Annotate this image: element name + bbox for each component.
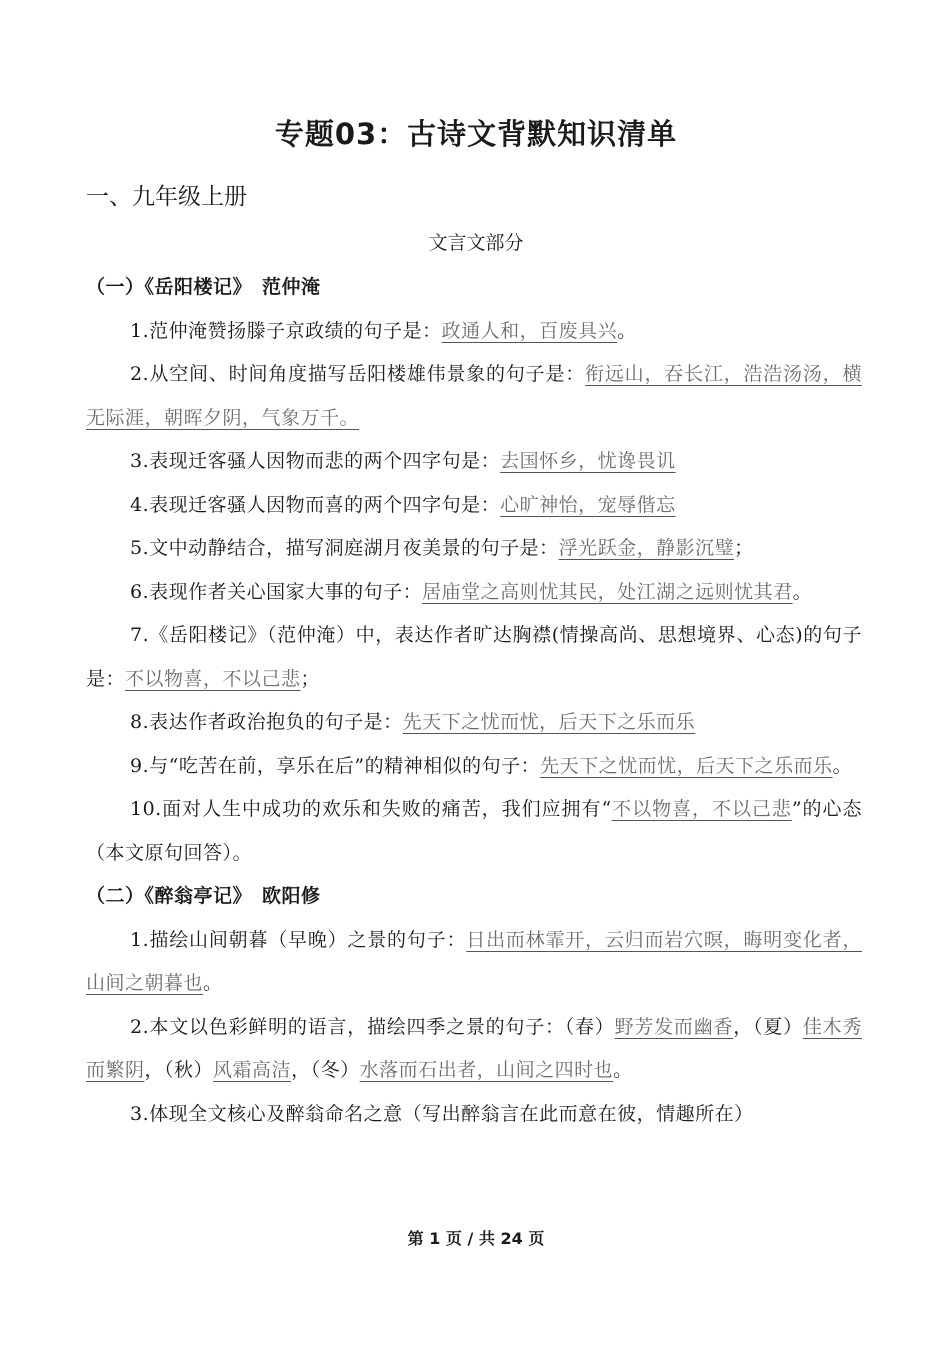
question-prompt: 从空间、时间角度描写岳阳楼雄伟景象的句子是：: [149, 363, 586, 385]
answer-text: 心旷神怡，宠辱偕忘: [500, 493, 676, 516]
answer-text: 衔远山，吞长江，浩浩汤汤，横无际涯，朝晖夕阴，气象万千。: [86, 363, 862, 429]
answer-text: 日出而林霏开，云归而岩穴暝，晦明变化者，山间之朝暮也: [86, 928, 862, 994]
separator: ，: [144, 1059, 165, 1081]
question-number: 6.: [130, 580, 150, 603]
question-item: [86, 440, 862, 484]
question-number: 3.: [130, 450, 150, 472]
answer-text-summer: 佳木秀而繁阴: [86, 1015, 862, 1081]
season-label-summer: （夏）: [753, 1015, 803, 1038]
question-tail: 。: [832, 754, 853, 777]
question-tail: 。: [792, 580, 813, 603]
answer-text: 浮光跃金，静影沉璧: [558, 537, 735, 559]
question-tail: ”的心态（本文原句回答）。: [86, 798, 862, 864]
answer-text: 先天下之忧而忧，后天下之乐而乐: [540, 754, 833, 777]
question-item: [86, 353, 862, 440]
document-body: [86, 266, 862, 1136]
question-prompt: 表现作者关心国家大事的句子：: [149, 580, 423, 603]
question-tail: 。: [203, 972, 223, 994]
answer-text: 政通人和，百废具兴: [441, 319, 618, 342]
question-number: 4.: [130, 493, 150, 516]
answer-text: 不以物喜，不以己悲: [125, 667, 301, 690]
answer-text: 去国怀乡，忧谗畏讥: [500, 450, 676, 472]
question-tail: 。: [617, 319, 637, 342]
question-number: 5.: [130, 537, 150, 559]
part-heading: 文言文部分: [428, 232, 524, 254]
question-item: [86, 745, 862, 789]
question-item: [86, 788, 862, 875]
question-item: [86, 484, 862, 528]
question-number: 10.: [130, 798, 162, 820]
question-item: [86, 1093, 862, 1137]
answer-text-winter: 水落而石出者，山间之四时也: [359, 1059, 614, 1081]
question-number: 2.: [130, 1015, 150, 1038]
question-item: [86, 310, 862, 354]
question-number: 1.: [130, 928, 150, 951]
section-heading: 一、九年级上册: [86, 184, 247, 210]
question-prompt: 《岳阳楼记》（范仲淹）中，表达作者旷达胸襟(情操高尚、思想境界、心态)的句子是：: [86, 624, 862, 690]
question-prompt: 面对人生中成功的欢乐和失败的痛苦，我们应拥有“: [161, 798, 612, 820]
question-item: [86, 614, 862, 701]
separator: 。: [613, 1059, 633, 1081]
question-tail: ；: [300, 667, 321, 690]
season-label-winter: （冬）: [310, 1059, 360, 1081]
question-prompt: 表现迁客骚人因物而喜的两个四字句是：: [149, 493, 501, 516]
season-label-autumn: （秋）: [164, 1059, 214, 1081]
season-label-spring: （春）: [564, 1015, 615, 1038]
separator: ，: [733, 1015, 754, 1038]
question-number: 2.: [130, 363, 150, 385]
separator: ，: [291, 1059, 311, 1081]
question-item: [86, 701, 862, 745]
question-number: 9.: [130, 754, 150, 777]
question-prompt: 范仲淹赞扬滕子京政绩的句子是：: [149, 319, 442, 342]
question-prompt: 表现迁客骚人因物而悲的两个四字句是：: [149, 450, 501, 472]
question-prompt: 本文以色彩鲜明的语言，描绘四季之景的句子：: [149, 1015, 565, 1038]
question-number: 3.: [130, 1102, 150, 1125]
question-item: [86, 571, 862, 615]
question-tail: ；: [734, 537, 754, 559]
document-title: 专题03：古诗文背默知识清单: [274, 117, 678, 151]
group-heading-yueyanglouji: （一）《岳阳楼记》 范仲淹: [86, 276, 321, 298]
answer-text-spring: 野芳发而幽香: [614, 1015, 734, 1038]
answer-text: 居庙堂之高则忧其民，处江湖之远则忧其君: [422, 580, 793, 603]
answer-text: 先天下之忧而忧，后天下之乐而乐: [402, 711, 696, 733]
answer-text: 不以物喜，不以己悲: [611, 798, 792, 820]
question-number: 7.: [130, 624, 150, 646]
answer-text-autumn: 风霜高洁: [213, 1059, 292, 1081]
question-prompt: 文中动静结合，描写洞庭湖月夜美景的句子是：: [149, 537, 559, 559]
question-item: [86, 1006, 862, 1093]
question-prompt: 描绘山间朝暮（早晚）之景的句子：: [149, 928, 467, 951]
question-number: 1.: [130, 319, 150, 342]
question-item: [86, 919, 862, 1006]
group-heading-zuiwengtingji: （二）《醉翁亭记》 欧阳修: [86, 885, 321, 907]
question-number: 8.: [130, 711, 150, 733]
question-item: [86, 527, 862, 571]
question-prompt: 表达作者政治抱负的句子是：: [149, 711, 403, 733]
question-prompt: 与“吃苦在前，享乐在后”的精神相似的句子：: [149, 754, 541, 777]
page-footer: 第 1 页 / 共 24 页: [407, 1229, 545, 1248]
question-prompt: 体现全文核心及醉翁命名之意（写出醉翁言在此而意在彼，情趣所在）: [149, 1102, 754, 1125]
